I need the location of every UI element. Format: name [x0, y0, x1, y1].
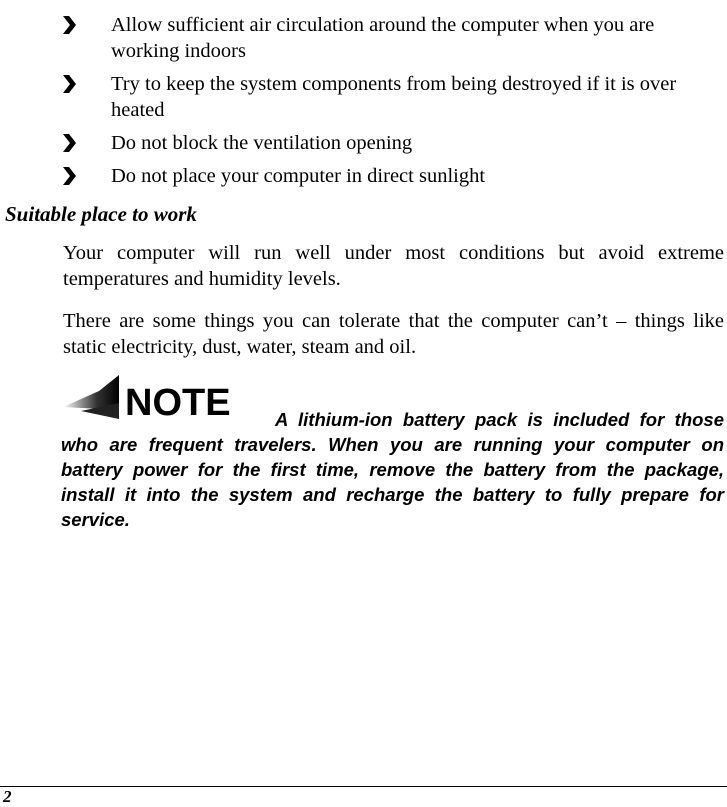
page-number: 2 [3, 787, 12, 806]
chevron-right-icon [61, 133, 77, 153]
section-title: Suitable place to work [5, 202, 197, 226]
paragraph: Your computer will run well under most conditions but avoid extreme temperatures and humidity levels. [63, 242, 724, 290]
bullet-text: Do not block the ventilation opening [111, 132, 413, 154]
chevron-right-icon [61, 15, 77, 35]
chevron-right-icon [61, 166, 77, 186]
note-box [61, 373, 724, 532]
footer-divider [0, 786, 727, 787]
chevron-right-icon [61, 74, 77, 94]
bullet-item [0, 71, 727, 123]
note-logo-icon [61, 373, 249, 423]
bullet-text: Try to keep the system components from being destroyed if it is over heated [111, 73, 677, 121]
bullet-list [0, 12, 727, 196]
bullet-item [0, 130, 727, 156]
bullet-item [0, 163, 727, 189]
note-text: A lithium-ion battery pack is included for those who are frequent travelers. When you are running your computer on battery power for the first time, remove the battery from the package, install it into the system and recharge the battery to fully prepare for service. [61, 409, 724, 530]
paragraph: There are some things you can tolerate that the computer can’t – things like static electricity, dust, water, steam and oil. [63, 310, 724, 358]
bullet-item [0, 12, 727, 64]
bullet-text: Do not place your computer in direct sunlight [111, 165, 486, 187]
bullet-text: Allow sufficient air circulation around the computer when you are working indoors [111, 14, 655, 62]
svg-text:NOTE: NOTE [125, 382, 231, 423]
